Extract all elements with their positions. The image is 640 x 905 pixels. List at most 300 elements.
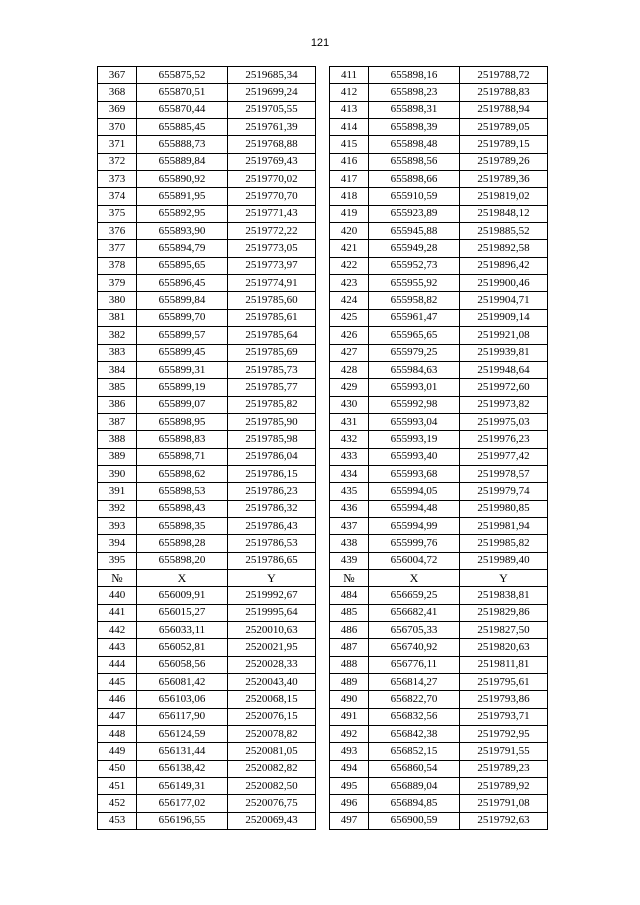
y-coordinate-cell: 2519789,26 <box>460 153 548 170</box>
x-coordinate-cell: 655899,45 <box>137 344 228 361</box>
x-coordinate-cell: 655899,19 <box>137 379 228 396</box>
table-row <box>98 535 548 552</box>
x-coordinate-cell: 656705,33 <box>369 622 460 639</box>
y-coordinate-cell: 2520082,82 <box>228 760 316 777</box>
table-row <box>98 119 548 136</box>
point-number-cell: 373 <box>98 171 137 188</box>
x-coordinate-cell: 655895,65 <box>137 257 228 274</box>
y-coordinate-cell: 2519811,81 <box>460 656 548 673</box>
x-coordinate-cell: 655994,48 <box>369 500 460 517</box>
x-coordinate-cell: 655993,01 <box>369 379 460 396</box>
x-coordinate-cell: 656131,44 <box>137 743 228 760</box>
y-coordinate-cell: 2519789,05 <box>460 119 548 136</box>
column-gap <box>316 726 330 743</box>
point-number-cell: 378 <box>98 257 137 274</box>
x-coordinate-cell: 655979,25 <box>369 344 460 361</box>
y-coordinate-cell: 2519761,39 <box>228 119 316 136</box>
y-coordinate-cell: 2519948,64 <box>460 361 548 378</box>
point-number-cell: 394 <box>98 535 137 552</box>
point-number-cell: 395 <box>98 552 137 569</box>
y-coordinate-cell: 2519896,42 <box>460 257 548 274</box>
point-number-cell: 484 <box>330 587 369 604</box>
y-coordinate-cell: 2519795,61 <box>460 674 548 691</box>
y-coordinate-cell: 2520076,75 <box>228 795 316 812</box>
point-number-cell: 440 <box>98 587 137 604</box>
point-number-cell: 442 <box>98 622 137 639</box>
x-coordinate-cell: 656842,38 <box>369 726 460 743</box>
x-coordinate-cell: 655949,28 <box>369 240 460 257</box>
y-coordinate-cell: 2519772,22 <box>228 223 316 240</box>
point-number-cell: 491 <box>330 708 369 725</box>
column-gap <box>316 396 330 413</box>
table-row <box>98 812 548 829</box>
point-number-cell: 452 <box>98 795 137 812</box>
x-coordinate-cell: 655993,04 <box>369 413 460 430</box>
x-coordinate-cell: 655952,73 <box>369 257 460 274</box>
y-coordinate-cell: 2519829,86 <box>460 604 548 621</box>
y-coordinate-cell: 2519793,71 <box>460 708 548 725</box>
y-coordinate-cell: 2519786,65 <box>228 552 316 569</box>
column-gap <box>316 361 330 378</box>
x-coordinate-cell: 656814,27 <box>369 674 460 691</box>
y-coordinate-cell: 2519785,90 <box>228 413 316 430</box>
point-number-cell: 443 <box>98 639 137 656</box>
column-gap <box>316 101 330 118</box>
point-number-cell: 379 <box>98 275 137 292</box>
column-gap <box>316 483 330 500</box>
y-coordinate-cell: 2520028,33 <box>228 656 316 673</box>
y-coordinate-cell: 2519973,82 <box>460 396 548 413</box>
y-coordinate-cell: 2519786,43 <box>228 517 316 534</box>
table-row <box>98 361 548 378</box>
x-coordinate-cell: 655893,90 <box>137 223 228 240</box>
table-row <box>98 101 548 118</box>
point-number-cell: 387 <box>98 413 137 430</box>
column-gap <box>316 587 330 604</box>
x-coordinate-cell: 656682,41 <box>369 604 460 621</box>
table-row <box>98 622 548 639</box>
table-row <box>98 448 548 465</box>
column-gap <box>316 67 330 84</box>
point-number-cell: 425 <box>330 309 369 326</box>
x-coordinate-cell: 655898,20 <box>137 552 228 569</box>
table-row <box>98 275 548 292</box>
x-coordinate-cell: 655955,92 <box>369 275 460 292</box>
y-coordinate-cell: 2519785,61 <box>228 309 316 326</box>
column-gap <box>316 153 330 170</box>
point-number-cell: 420 <box>330 223 369 240</box>
x-coordinate-cell: 655899,31 <box>137 361 228 378</box>
column-gap <box>316 257 330 274</box>
x-coordinate-cell: 656081,42 <box>137 674 228 691</box>
x-coordinate-cell: 656015,27 <box>137 604 228 621</box>
table-row <box>98 656 548 673</box>
point-number-cell: 422 <box>330 257 369 274</box>
x-coordinate-cell: 656832,56 <box>369 708 460 725</box>
point-number-cell: 372 <box>98 153 137 170</box>
column-gap <box>316 535 330 552</box>
point-number-cell: 417 <box>330 171 369 188</box>
table-row <box>98 379 548 396</box>
x-coordinate-cell: 656058,56 <box>137 656 228 673</box>
point-number-cell: 439 <box>330 552 369 569</box>
y-coordinate-cell: 2519909,14 <box>460 309 548 326</box>
y-coordinate-cell: 2519705,55 <box>228 101 316 118</box>
x-coordinate-cell: 655870,51 <box>137 84 228 101</box>
y-coordinate-cell: 2520081,05 <box>228 743 316 760</box>
x-coordinate-cell: 656852,15 <box>369 743 460 760</box>
x-coordinate-cell: 655888,73 <box>137 136 228 153</box>
point-number-cell: 419 <box>330 205 369 222</box>
x-coordinate-cell: 656033,11 <box>137 622 228 639</box>
table-row <box>98 67 548 84</box>
table-row <box>98 431 548 448</box>
y-coordinate-cell: 2519939,81 <box>460 344 548 361</box>
x-coordinate-cell: 656124,59 <box>137 726 228 743</box>
x-coordinate-cell: 655898,35 <box>137 517 228 534</box>
point-number-cell: 421 <box>330 240 369 257</box>
y-coordinate-cell: 2519768,88 <box>228 136 316 153</box>
x-header: X <box>369 569 460 586</box>
x-coordinate-cell: 656860,54 <box>369 760 460 777</box>
point-number-cell: 383 <box>98 344 137 361</box>
y-coordinate-cell: 2519975,03 <box>460 413 548 430</box>
point-number-cell: 389 <box>98 448 137 465</box>
y-coordinate-cell: 2519786,04 <box>228 448 316 465</box>
table-row <box>98 639 548 656</box>
column-gap <box>316 639 330 656</box>
y-coordinate-cell: 2519786,53 <box>228 535 316 552</box>
x-coordinate-cell: 655898,28 <box>137 535 228 552</box>
x-coordinate-cell: 655994,99 <box>369 517 460 534</box>
x-coordinate-cell: 655965,65 <box>369 327 460 344</box>
column-gap <box>316 309 330 326</box>
point-number-cell: 437 <box>330 517 369 534</box>
point-number-cell: 434 <box>330 465 369 482</box>
point-number-cell: 369 <box>98 101 137 118</box>
column-gap <box>316 760 330 777</box>
column-gap <box>316 413 330 430</box>
number-header: № <box>330 569 369 586</box>
column-gap <box>316 708 330 725</box>
point-number-cell: 381 <box>98 309 137 326</box>
x-coordinate-cell: 656900,59 <box>369 812 460 829</box>
point-number-cell: 377 <box>98 240 137 257</box>
x-coordinate-cell: 655898,16 <box>369 67 460 84</box>
point-number-cell: 416 <box>330 153 369 170</box>
y-coordinate-cell: 2519985,82 <box>460 535 548 552</box>
y-coordinate-cell: 2519848,12 <box>460 205 548 222</box>
y-coordinate-cell: 2519789,36 <box>460 171 548 188</box>
y-coordinate-cell: 2519792,95 <box>460 726 548 743</box>
column-gap <box>316 812 330 829</box>
y-coordinate-cell: 2519771,43 <box>228 205 316 222</box>
table-row <box>98 205 548 222</box>
point-number-cell: 487 <box>330 639 369 656</box>
y-coordinate-cell: 2520010,63 <box>228 622 316 639</box>
column-gap <box>316 569 330 586</box>
x-coordinate-cell: 655898,71 <box>137 448 228 465</box>
table-row <box>98 795 548 812</box>
y-coordinate-cell: 2519785,77 <box>228 379 316 396</box>
table-row <box>98 257 548 274</box>
point-number-cell: 423 <box>330 275 369 292</box>
table-row <box>98 413 548 430</box>
x-coordinate-cell: 655894,79 <box>137 240 228 257</box>
y-coordinate-cell: 2519773,05 <box>228 240 316 257</box>
x-coordinate-cell: 656889,04 <box>369 778 460 795</box>
table-row <box>98 587 548 604</box>
y-coordinate-cell: 2519977,42 <box>460 448 548 465</box>
table-row <box>98 691 548 708</box>
y-coordinate-cell: 2519989,40 <box>460 552 548 569</box>
y-coordinate-cell: 2519838,81 <box>460 587 548 604</box>
column-gap <box>316 465 330 482</box>
x-coordinate-cell: 656004,72 <box>369 552 460 569</box>
x-coordinate-cell: 655896,45 <box>137 275 228 292</box>
x-coordinate-cell: 655898,43 <box>137 500 228 517</box>
x-coordinate-cell: 656740,92 <box>369 639 460 656</box>
y-coordinate-cell: 2520021,95 <box>228 639 316 656</box>
table-row <box>98 188 548 205</box>
point-number-cell: 415 <box>330 136 369 153</box>
point-number-cell: 427 <box>330 344 369 361</box>
point-number-cell: 485 <box>330 604 369 621</box>
x-coordinate-cell: 655898,53 <box>137 483 228 500</box>
y-coordinate-cell: 2519992,67 <box>228 587 316 604</box>
y-coordinate-cell: 2519885,52 <box>460 223 548 240</box>
y-coordinate-cell: 2519786,15 <box>228 465 316 482</box>
y-coordinate-cell: 2519792,63 <box>460 812 548 829</box>
y-coordinate-cell: 2519789,15 <box>460 136 548 153</box>
point-number-cell: 438 <box>330 535 369 552</box>
x-coordinate-cell: 655994,05 <box>369 483 460 500</box>
x-coordinate-cell: 656196,55 <box>137 812 228 829</box>
table-row <box>98 483 548 500</box>
table-row <box>98 778 548 795</box>
y-coordinate-cell: 2520078,82 <box>228 726 316 743</box>
x-coordinate-cell: 655898,95 <box>137 413 228 430</box>
point-number-cell: 368 <box>98 84 137 101</box>
table-row <box>98 240 548 257</box>
x-coordinate-cell: 656149,31 <box>137 778 228 795</box>
y-coordinate-cell: 2519785,69 <box>228 344 316 361</box>
point-number-cell: 390 <box>98 465 137 482</box>
point-number-cell: 374 <box>98 188 137 205</box>
table-row <box>98 465 548 482</box>
point-number-cell: 428 <box>330 361 369 378</box>
x-coordinate-cell: 655898,39 <box>369 119 460 136</box>
y-coordinate-cell: 2519774,91 <box>228 275 316 292</box>
column-gap <box>316 379 330 396</box>
point-number-cell: 453 <box>98 812 137 829</box>
y-coordinate-cell: 2519979,74 <box>460 483 548 500</box>
y-coordinate-cell: 2519770,70 <box>228 188 316 205</box>
column-gap <box>316 240 330 257</box>
y-coordinate-cell: 2519995,64 <box>228 604 316 621</box>
x-coordinate-cell: 655993,19 <box>369 431 460 448</box>
y-coordinate-cell: 2519786,32 <box>228 500 316 517</box>
point-number-cell: 486 <box>330 622 369 639</box>
point-number-cell: 424 <box>330 292 369 309</box>
table-row <box>98 743 548 760</box>
table-row <box>98 396 548 413</box>
point-number-cell: 412 <box>330 84 369 101</box>
x-coordinate-cell: 655870,44 <box>137 101 228 118</box>
x-coordinate-cell: 655898,83 <box>137 431 228 448</box>
point-number-cell: 371 <box>98 136 137 153</box>
point-number-cell: 375 <box>98 205 137 222</box>
y-coordinate-cell: 2519785,73 <box>228 361 316 378</box>
point-number-cell: 382 <box>98 327 137 344</box>
point-number-cell: 380 <box>98 292 137 309</box>
y-coordinate-cell: 2519819,02 <box>460 188 548 205</box>
y-header: Y <box>228 569 316 586</box>
x-coordinate-cell: 655875,52 <box>137 67 228 84</box>
point-number-cell: 367 <box>98 67 137 84</box>
y-coordinate-cell: 2519773,97 <box>228 257 316 274</box>
y-coordinate-cell: 2520069,43 <box>228 812 316 829</box>
column-gap <box>316 691 330 708</box>
point-number-cell: 429 <box>330 379 369 396</box>
table-row <box>98 517 548 534</box>
point-number-cell: 496 <box>330 795 369 812</box>
x-coordinate-cell: 655999,76 <box>369 535 460 552</box>
point-number-cell: 449 <box>98 743 137 760</box>
point-number-cell: 430 <box>330 396 369 413</box>
y-coordinate-cell: 2519785,98 <box>228 431 316 448</box>
y-coordinate-cell: 2519820,63 <box>460 639 548 656</box>
point-number-cell: 494 <box>330 760 369 777</box>
x-coordinate-cell: 655993,40 <box>369 448 460 465</box>
column-gap <box>316 604 330 621</box>
y-coordinate-cell: 2519785,82 <box>228 396 316 413</box>
x-coordinate-cell: 655899,57 <box>137 327 228 344</box>
x-coordinate-cell: 655898,31 <box>369 101 460 118</box>
point-number-cell: 441 <box>98 604 137 621</box>
x-coordinate-cell: 655899,07 <box>137 396 228 413</box>
x-coordinate-cell: 655993,68 <box>369 465 460 482</box>
point-number-cell: 493 <box>330 743 369 760</box>
y-coordinate-cell: 2519789,92 <box>460 778 548 795</box>
x-coordinate-cell: 656138,42 <box>137 760 228 777</box>
y-coordinate-cell: 2519791,08 <box>460 795 548 812</box>
point-number-cell: 436 <box>330 500 369 517</box>
column-gap <box>316 448 330 465</box>
point-number-cell: 385 <box>98 379 137 396</box>
x-coordinate-cell: 656894,85 <box>369 795 460 812</box>
table-row <box>98 327 548 344</box>
column-gap <box>316 795 330 812</box>
point-number-cell: 445 <box>98 674 137 691</box>
table-row <box>98 344 548 361</box>
point-number-cell: 392 <box>98 500 137 517</box>
point-number-cell: 450 <box>98 760 137 777</box>
y-coordinate-cell: 2519789,23 <box>460 760 548 777</box>
column-gap <box>316 84 330 101</box>
x-coordinate-cell: 655892,95 <box>137 205 228 222</box>
coordinates-table <box>97 66 548 830</box>
table-row <box>98 136 548 153</box>
x-coordinate-cell: 656659,25 <box>369 587 460 604</box>
y-coordinate-cell: 2519785,60 <box>228 292 316 309</box>
point-number-cell: 388 <box>98 431 137 448</box>
point-number-cell: 393 <box>98 517 137 534</box>
point-number-cell: 451 <box>98 778 137 795</box>
x-coordinate-cell: 655885,45 <box>137 119 228 136</box>
table-row <box>98 171 548 188</box>
table-row <box>98 708 548 725</box>
y-coordinate-cell: 2519770,02 <box>228 171 316 188</box>
y-coordinate-cell: 2519827,50 <box>460 622 548 639</box>
y-coordinate-cell: 2520068,15 <box>228 691 316 708</box>
x-coordinate-cell: 656117,90 <box>137 708 228 725</box>
x-coordinate-cell: 655898,56 <box>369 153 460 170</box>
column-gap <box>316 431 330 448</box>
point-number-cell: 370 <box>98 119 137 136</box>
table-row <box>98 604 548 621</box>
column-gap <box>316 552 330 569</box>
y-coordinate-cell: 2519769,43 <box>228 153 316 170</box>
column-gap <box>316 500 330 517</box>
x-coordinate-cell: 656103,06 <box>137 691 228 708</box>
column-gap <box>316 119 330 136</box>
column-gap <box>316 743 330 760</box>
x-coordinate-cell: 656776,11 <box>369 656 460 673</box>
x-coordinate-cell: 655910,59 <box>369 188 460 205</box>
page-number: 121 <box>310 37 330 49</box>
x-coordinate-cell: 655961,47 <box>369 309 460 326</box>
x-coordinate-cell: 655891,95 <box>137 188 228 205</box>
point-number-cell: 418 <box>330 188 369 205</box>
point-number-cell: 489 <box>330 674 369 691</box>
x-coordinate-cell: 655923,89 <box>369 205 460 222</box>
y-coordinate-cell: 2519921,08 <box>460 327 548 344</box>
number-header: № <box>98 569 137 586</box>
y-coordinate-cell: 2519981,94 <box>460 517 548 534</box>
x-coordinate-cell: 656177,02 <box>137 795 228 812</box>
column-gap <box>316 292 330 309</box>
x-coordinate-cell: 655889,84 <box>137 153 228 170</box>
column-gap <box>316 205 330 222</box>
table-header-row <box>98 569 548 586</box>
point-number-cell: 376 <box>98 223 137 240</box>
y-coordinate-cell: 2519788,83 <box>460 84 548 101</box>
column-gap <box>316 136 330 153</box>
y-coordinate-cell: 2520076,15 <box>228 708 316 725</box>
x-coordinate-cell: 655958,82 <box>369 292 460 309</box>
point-number-cell: 447 <box>98 708 137 725</box>
point-number-cell: 433 <box>330 448 369 465</box>
point-number-cell: 490 <box>330 691 369 708</box>
column-gap <box>316 223 330 240</box>
point-number-cell: 497 <box>330 812 369 829</box>
point-number-cell: 414 <box>330 119 369 136</box>
table-row <box>98 223 548 240</box>
y-coordinate-cell: 2519900,46 <box>460 275 548 292</box>
y-coordinate-cell: 2519791,55 <box>460 743 548 760</box>
y-coordinate-cell: 2520043,40 <box>228 674 316 691</box>
y-coordinate-cell: 2519892,58 <box>460 240 548 257</box>
point-number-cell: 495 <box>330 778 369 795</box>
y-coordinate-cell: 2519904,71 <box>460 292 548 309</box>
x-coordinate-cell: 655899,84 <box>137 292 228 309</box>
x-coordinate-cell: 655898,48 <box>369 136 460 153</box>
y-coordinate-cell: 2519788,94 <box>460 101 548 118</box>
column-gap <box>316 517 330 534</box>
column-gap <box>316 327 330 344</box>
point-number-cell: 448 <box>98 726 137 743</box>
